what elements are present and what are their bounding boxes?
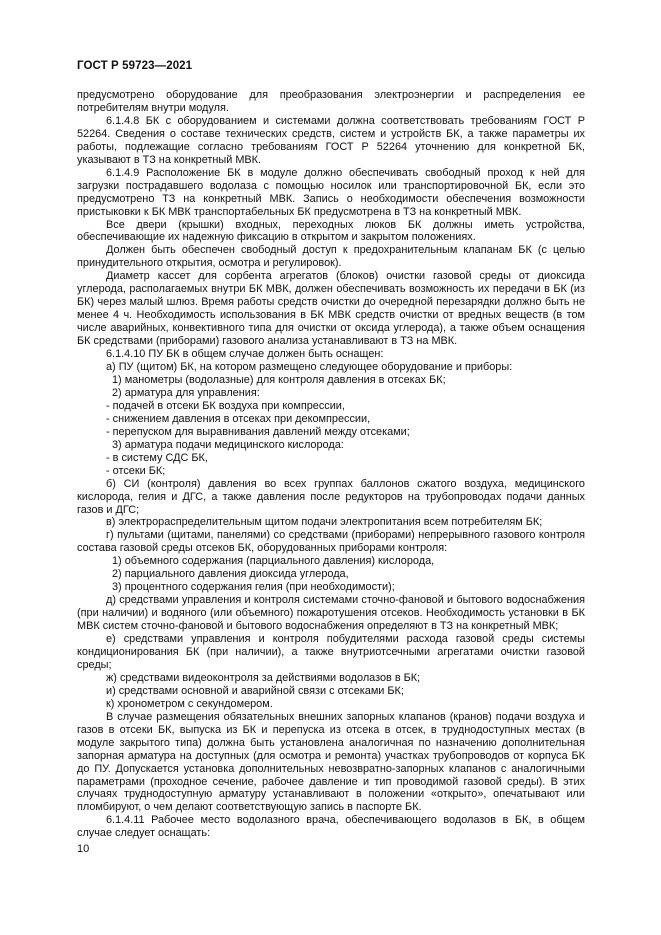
list-item: б) СИ (контроля) давления во всех группах баллонов сжатого воздуха, медицинского кислорода, гелия и ДГС, а также давления после редукторов на трубопроводах подачи данных газов и ДГС; [77, 477, 585, 516]
page-number: 10 [77, 843, 90, 855]
section-heading: 6.1.4.10 ПУ БК в общем случае должен быть оснащен: [106, 348, 384, 361]
list-item: 1) манометры (водолазные) для контроля давления в отсеках БК; [112, 373, 446, 386]
paragraph: Все двери (крышки) входных, переходных люков БК должны иметь устройства, обеспечивающие их надежную фиксацию в открытом и закрытом положениях. [77, 218, 585, 244]
list-item: - перепуском для выравнивания давлений между отсеками; [106, 425, 410, 438]
list-item: 2) арматура для управления: [112, 386, 260, 399]
list-item: и) средствами основной и аварийной связи с отсеками БК; [106, 684, 404, 697]
list-item: к) хронометром с секундомером. [106, 697, 273, 710]
list-item: 2) парциального давления диоксида углерода, [112, 568, 349, 581]
list-item: ж) средствами видеоконтроля за действиями водолазов в БК; [106, 671, 421, 684]
section-heading: 6.1.4.11 Рабочее место водолазного врача, обеспечивающего водолазов в БК, в общем случае следует оснащать: [77, 814, 585, 840]
list-item: - отсеки БК; [106, 464, 166, 477]
list-item: - в систему СДС БК, [106, 451, 208, 464]
paragraph: 6.1.4.8 БК с оборудованием и системами должна соответствовать требованиям ГОСТ Р 52264. Сведения о составе технических средств, систем и устройств БК, а также параметры их работы, подлежащие согласно требованиям ГОСТ Р 52264 уточнению для конкретной БК, указывают в ТЗ на конкретный МВК. [77, 114, 585, 166]
list-item: е) средствами управления и контроля побудителями расхода газовой среды системы кондиционирования БК (при наличии), а также внутриотсечными агрегатами очистки газовой среды; [77, 633, 585, 671]
paragraph: предусмотрено оборудование для преобразования электроэнергии и распределения ее потребителям внутри модуля. [77, 89, 585, 114]
document-body [77, 89, 585, 840]
paragraph: В случае размещения обязательных внешних запорных клапанов (кранов) подачи воздуха и газов в отсеки БК, выпуска из БК и перепуска из отсека в отсек, в труднодоступных местах (в модуле закрытого типа) должна быть установлена аналогичная по назначению дополнительная запорная арматура на доступных (для осмотра и ремонта) участках трубопроводов от корпуса БК до ПУ. Допускается установка дополнительных невозвратно-запорных клапанов с аналогичными параметрами (проходное сечение, рабочее давление и тип проводимой газовой среды). В этих случаях труднодоступную арматуру устанавливают в положении «открыто», опечатывают или пломбируют, о чем делают соответствующую запись в паспорте БК. [77, 710, 585, 814]
paragraph: Должен быть обеспечен свободный доступ к предохранительным клапанам БК (с целью принудительного открытия, осмотра и регулировок). [77, 244, 585, 270]
list-item: в) электрораспределительным щитом подачи электропитания всем потребителям БК; [106, 516, 543, 529]
paragraph: 6.1.4.9 Расположение БК в модуле должно обеспечивать свободный проход к ней для загрузки пострадавшего водолаза с помощью носилок или транспортировочной БК, если это предусмотрено ТЗ на конкретный МВК. Запись о необходимости обеспечения возможности пристыковки к БК МВК транспортабельных БК предусмотрена в ТЗ на конкретный МВК. [77, 166, 585, 218]
list-item: - подачей в отсеки БК воздуха при компрессии, [106, 399, 345, 412]
list-item: д) средствами управления и контроля системами сточно-фановой и бытового водоснабжения (при наличии) и водяного (или объемного) пожаротушения отсеков. Необходимость установки в БК МВК систем сточно-фановой и бытового водоснабжения определяют в ТЗ на конкретный МВК; [77, 594, 585, 633]
list-item: 3) процентного содержания гелия (при необходимости); [112, 581, 395, 594]
paragraph: Диаметр кассет для сорбента агрегатов (блоков) очистки газовой среды от диоксида углерода, располагаемых внутри БК МВК, должен обеспечивать возможность их передачи в БК (из БК) через малый шлюз. Время работы средств очистки до очередной перезарядки должно быть не менее 4 ч. Необходимость использования в БК МВК средств очистки от вредных веществ (в том числе аварийных, конвективного типа для очистки от оксида углерода), а также объем оснащения БК средствами (приборами) газового анализа устанавливают в ТЗ на МВК. [77, 270, 585, 348]
list-item: г) пультами (щитами, панелями) со средствами (приборами) непрерывного газового контроля состава газовой среды отсеков БК, оборудованных приборами контроля: [77, 529, 585, 555]
list-item: 3) арматура подачи медицинского кислорода: [112, 438, 344, 451]
list-item: - снижением давления в отсеках при декомпрессии, [106, 412, 371, 425]
list-item: 1) объемного содержания (парциального давления) кислорода, [112, 555, 435, 568]
document-header: ГОСТ Р 59723—2021 [77, 60, 193, 72]
list-item: а) ПУ (щитом) БК, на котором размещено следующее оборудование и приборы: [106, 361, 513, 374]
